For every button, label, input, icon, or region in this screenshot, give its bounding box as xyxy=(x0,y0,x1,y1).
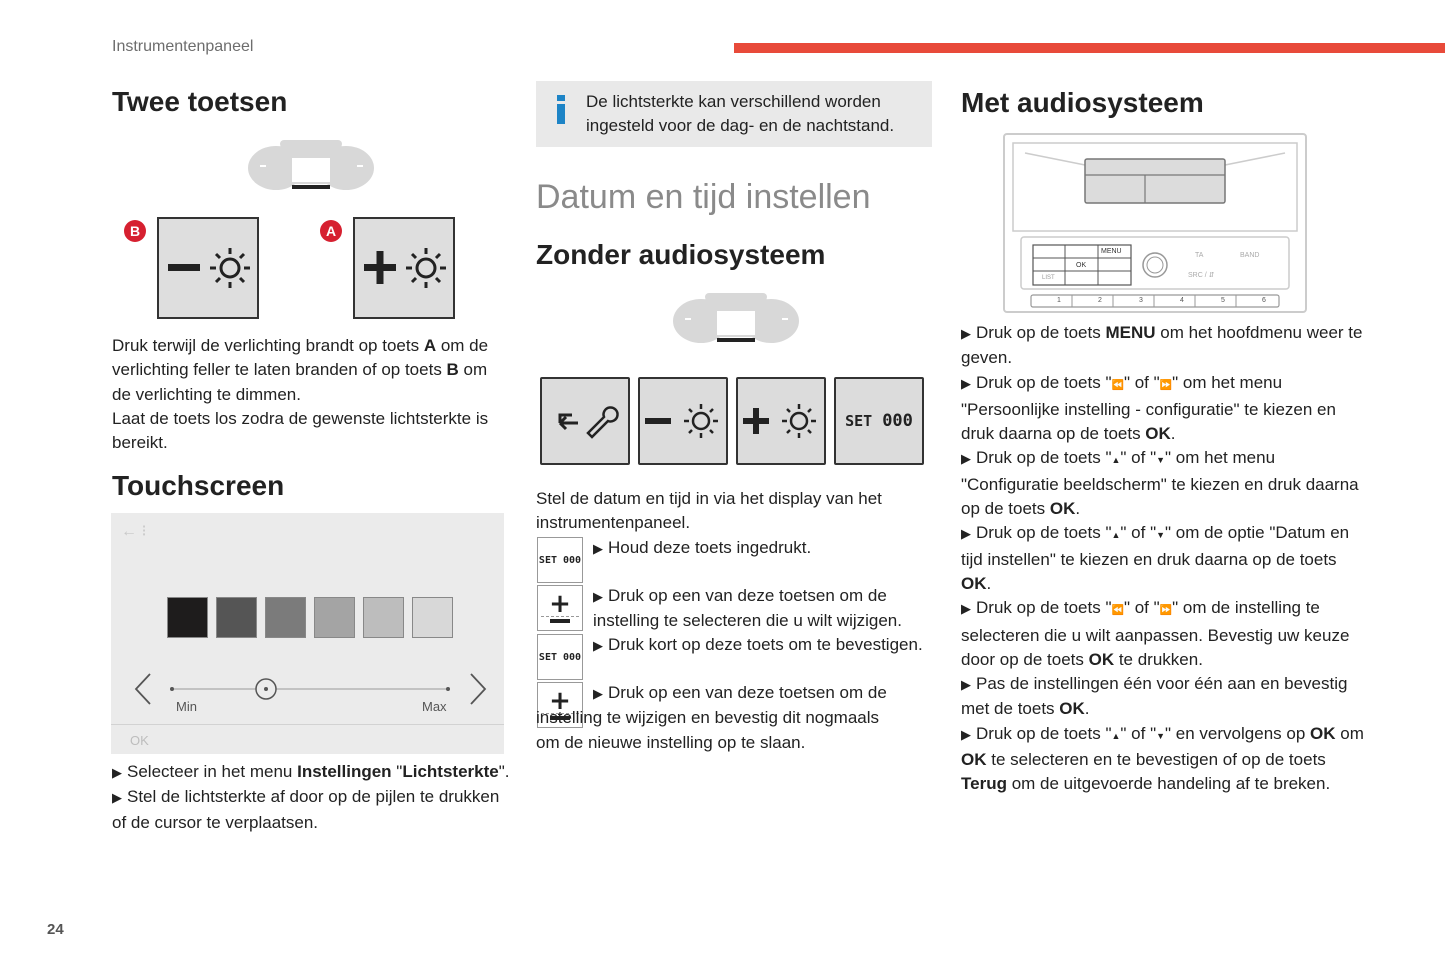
minus-brightness-icon xyxy=(162,238,254,298)
badge-b: B xyxy=(124,220,146,242)
info-icon xyxy=(556,95,566,127)
audio-step-1: ▶ Druk op de toets MENU om het hoofdmenu weer te geven. xyxy=(961,323,1363,368)
plus-brightness-icon-small xyxy=(739,396,823,446)
touchscreen-ok-label: OK xyxy=(130,733,149,748)
radio-ta-label: TA xyxy=(1195,252,1204,259)
brightness-swatch-2 xyxy=(216,597,257,638)
radio-preset-1: 1 xyxy=(1057,297,1061,304)
audio-step-2: ▶ Druk op de toets "⏪" of "⏩" om het menu "Persoonlijke instelling - configuratie" te kiezen en druk daarna op de toets OK. xyxy=(961,372,1336,444)
brightness-swatch-6 xyxy=(412,597,453,638)
heading-two-keys: Twee toetsen xyxy=(112,86,288,117)
slider-max-label: Max xyxy=(422,699,447,714)
mini-set-key-1: SET 000 xyxy=(537,537,583,583)
back-wrench-icon xyxy=(550,401,620,441)
heading-touchscreen: Touchscreen xyxy=(112,470,285,501)
radio-preset-5: 5 xyxy=(1221,297,1225,304)
mini-plus-minus-2: + xyxy=(537,682,583,728)
instrument-cluster-illustration xyxy=(246,138,376,194)
step-3: ▶ Druk kort op deze toets om te bevestigen. xyxy=(593,635,923,654)
set-key-label: SET xyxy=(845,412,873,430)
set-key-value: 000 xyxy=(882,411,913,431)
audio-step-3: ▶ Druk op de toets "▲" of "▼" om het menu "Configuratie beeldscherm" te kiezen en druk daarna op de toets OK. xyxy=(961,448,1359,519)
chevron-right-icon[interactable] xyxy=(471,674,485,704)
chevron-left-icon[interactable] xyxy=(136,674,150,704)
badge-a: A xyxy=(320,220,342,242)
step-1: ▶ Houd deze toets ingedrukt. xyxy=(593,538,812,557)
radio-src-label: SRC / ⇵ xyxy=(1188,272,1215,279)
radio-preset-2: 2 xyxy=(1098,297,1102,304)
radio-ok-label: OK xyxy=(1076,262,1087,269)
bright-plus-key[interactable] xyxy=(353,217,455,319)
heading-date-time: Datum en tijd instellen xyxy=(536,178,871,216)
radio-preset-6: 6 xyxy=(1262,297,1266,304)
radio-menu-label: MENU xyxy=(1101,248,1122,255)
running-header: Instrumentenpaneel xyxy=(112,38,254,55)
brightness-swatch-5 xyxy=(363,597,404,638)
two-keys-text: Druk terwijl de verlichting brandt op toets A om de verlichting feller te laten branden of op toets B om de verlichting te dimmen. Laat de toets los zodra de gewenste lichtsterkte is bereikt. xyxy=(112,336,489,453)
step-4: ▶ Druk op een van deze toetsen om de instelling te wijzigen en bevestig dit nogmaals om de nieuwe instelling op te slaan. xyxy=(536,683,887,752)
header-accent-bar xyxy=(734,43,1445,53)
audio-steps xyxy=(961,321,1371,797)
brightness-swatch-4 xyxy=(314,597,355,638)
radio-list-label: LIST xyxy=(1042,275,1055,281)
brightness-swatch-1 xyxy=(167,597,208,638)
minus-brightness-icon-small xyxy=(641,396,725,446)
plus-brightness-icon xyxy=(358,238,450,298)
mini-plus-minus-1: + xyxy=(537,585,583,631)
minus-key[interactable] xyxy=(638,377,728,465)
info-text: De lichtsterkte kan verschillend worden ingesteld voor de dag- en de nachtstand. xyxy=(586,92,895,136)
page-number: 24 xyxy=(47,921,64,938)
set-key[interactable] xyxy=(834,377,924,465)
brightness-swatch-3 xyxy=(265,597,306,638)
plus-key[interactable] xyxy=(736,377,826,465)
info-box xyxy=(536,81,932,147)
instrument-cluster-illustration-2 xyxy=(671,291,801,347)
radio-preset-4: 4 xyxy=(1180,297,1184,304)
slider-min-label: Min xyxy=(176,699,197,714)
back-settings-key[interactable] xyxy=(540,377,630,465)
dim-minus-key[interactable] xyxy=(157,217,259,319)
touchscreen-steps: ▶ Selecteer in het menu Instellingen "Lichtsterkte". ▶ Stel de lichtsterkte af door op de pijlen te drukken of de cursor te verplaatsen. xyxy=(112,762,510,832)
heading-without-audio: Zonder audiosysteem xyxy=(536,239,826,270)
radio-preset-3: 3 xyxy=(1139,297,1143,304)
audio-step-4: ▶ Druk op de toets "▲" of "▼" om de optie "Datum en tijd instellen" te kiezen en druk daarna op de toets OK. xyxy=(961,523,1350,593)
date-intro: Stel de datum en tijd in via het display van het instrumentenpaneel. xyxy=(536,489,882,533)
audio-step-5: ▶ Druk op de toets "⏪" of "⏩" om de instelling te selecteren die u wilt aanpassen. Bevestig uw keuze door op de toets OK te drukken. xyxy=(961,598,1350,669)
audio-step-6: ▶ Pas de instellingen één voor één aan en bevestig met de toets OK. xyxy=(961,674,1348,719)
back-arrow-icon: ← ⁝ xyxy=(121,523,147,540)
audio-system-illustration xyxy=(1003,133,1307,313)
mini-set-key-2: SET 000 xyxy=(537,634,583,680)
heading-with-audio: Met audiosysteem xyxy=(961,87,1204,118)
audio-step-7: ▶ Druk op de toets "▲" of "▼" en vervolgens op OK om OK te selecteren en te bevestigen of op de toets Terug om de uitgevoerde handeling af te breken. xyxy=(961,723,1364,794)
step-2: ▶ Druk op een van deze toetsen om de instelling te selecteren die u wilt wijzigen. xyxy=(593,586,902,631)
radio-band-label: BAND xyxy=(1240,252,1260,259)
